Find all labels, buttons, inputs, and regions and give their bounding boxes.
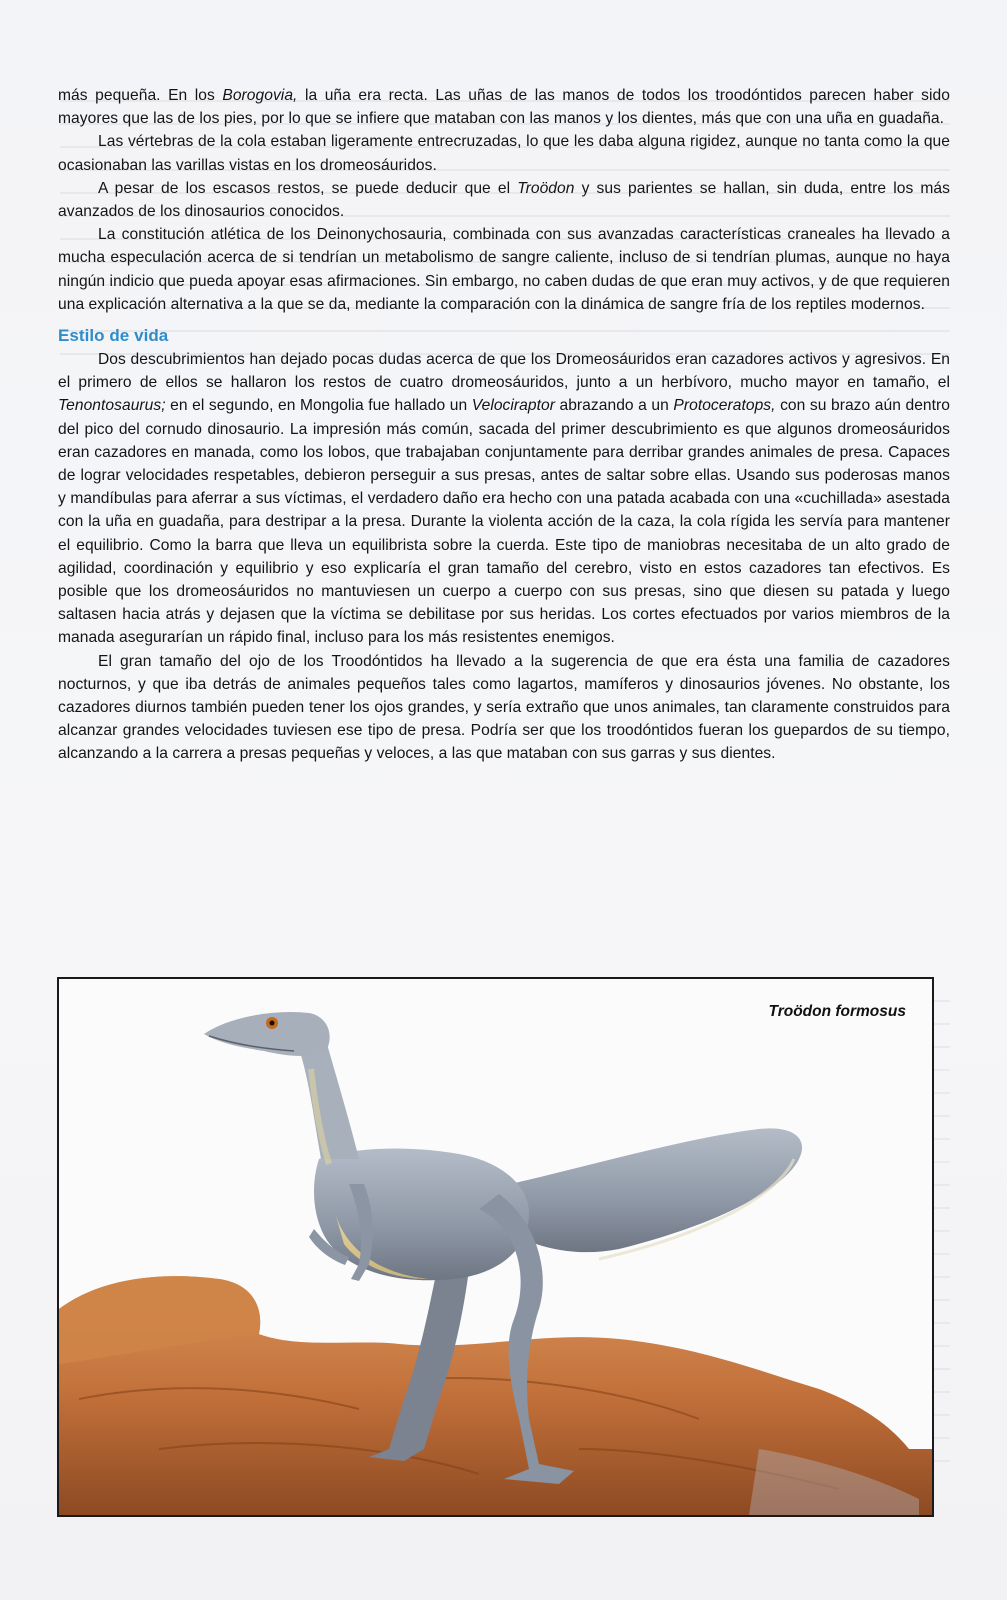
figure-caption: Troödon formosus	[768, 1003, 906, 1020]
neck	[299, 1044, 359, 1159]
head	[204, 1012, 330, 1056]
paragraph-6: El gran tamaño del ojo de los Troodóntidos ha llevado a la sugerencia de que era ésta una familia de cazadores nocturnos, y que iba detrás de animales pequeños tales como lagartos, mamíferos y dinosaurios jóvenes. No obstante, los cazadores diurnos también pueden tener los ojos grandes, y sería extraño que unos animales, tan claramente construidos para alcanzar grandes velocidades tuviesen ese tipo de presa. Podría ser que los troodóntidos fueran los guepardos de su tiempo, alcanzando a la carrera a presas pequeñas y veloces, a las que mataban con sus garras y sus dientes.	[58, 652, 950, 763]
italic-term: Troödon	[517, 179, 575, 197]
italic-term: Velociraptor	[471, 397, 555, 415]
italic-term: Borogovia,	[222, 87, 298, 104]
tail	[489, 1128, 802, 1252]
paragraph-2: Las vértebras de la cola estaban ligeramente entrecruzadas, lo que les daba alguna rigidez, aunque no tanta como la que ocasionaban las varillas vistas en los dromeosáuridos.	[58, 133, 950, 174]
section-heading: Estilo de vida	[58, 326, 169, 346]
troodon-illustration	[59, 979, 932, 1515]
article-body	[58, 84, 950, 766]
italic-term: Tenontosaurus;	[58, 397, 166, 415]
paragraph-3: A pesar de los escasos restos, se puede deducir que el Troödon y sus parientes se hallan, sin duda, entre los más avanzados de los dinosaurios conocidos.	[58, 179, 950, 221]
paragraph-5: Dos descubrimientos han dejado pocas dudas acerca de que los Dromeosáuridos eran cazadores activos y agresivos. En el primero de ellos se hallaron los restos de cuatro dromeosáuridos, junto a un herbívoro, mucho mayor en tamaño, el Tenontosaurus; en el segundo, en Mongolia fue hallado un Velociraptor abrazando a un Protoceratops, con su brazo aún dentro del pico del cornudo dinosaurio. La impresión más común, sacada del primer descubrimiento es que algunos dromeosáuridos eran cazadores en manada, como los lobos, que trabajaban conjuntamente para derribar grandes animales de presa. Capaces de lograr velocidades respetables, debieron perseguir a sus presas, antes de saltar sobre ellas. Usando sus poderosas manos y mandíbulas para aferrar a sus víctimas, el verdadero daño era hecho con una patada acabada con una «cuchillada» asestada con la uña en guadaña, para destripar a la presa. Durante la violenta acción de la caza, la cola rígida les servía para mantener el equilibrio. Como la barra que lleva un equilibrista sobre la cuerda. Este tipo de maniobras necesitaba de un alto grado de agilidad, coordinación y equilibrio y eso explicaría el gran tamaño del cerebro, visto en estos cazadores tan efectivos. Es posible que los dromeosáuridos no mantuviesen un cuerpo a cuerpo con sus presas, sino que diesen su patada y luego saltasen hacia atrás y dejasen que la víctima se debilitase por sus heridas. Los cortes efectuados por varios miembros de la manada asegurarían un rápido final, incluso para los más resistentes enemigos.	[58, 351, 950, 647]
paragraph-4: La constitución atlética de los Deinonychosauria, combinada con sus avanzadas características craneales ha llevado a mucha especulación acerca de si tendrían un metabolismo de sangre caliente, incluso de si tendrían plumas, aunque no haya ningún indicio que pueda apoyar esas afirmaciones. Sin embargo, no caben dudas de que eran muy activos, y de que requieren una explicación alternativa a la que se da, mediante la comparación con la dinámica de sangre fría de los reptiles modernos.	[58, 226, 950, 313]
illustration-frame	[57, 977, 934, 1517]
italic-term: Protoceratops,	[673, 397, 776, 415]
paragraph-1: más pequeña. En los Borogovia, la uña era recta. Las uñas de las manos de todos los troodóntidos parecen haber sido mayores que las de los pies, por lo que se infiere que mataban con las manos y los dientes, más que con una uña en guadaña.	[58, 87, 950, 128]
